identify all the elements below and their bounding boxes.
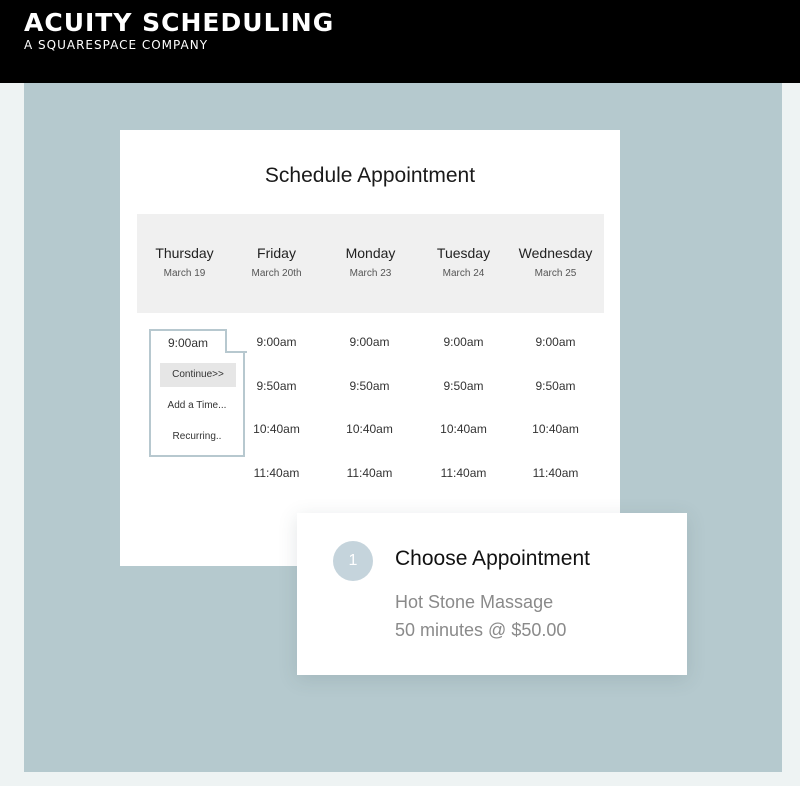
- time-slot[interactable]: 9:00am: [349, 335, 390, 349]
- day-date: March 23: [349, 268, 392, 279]
- time-slot[interactable]: 11:40am: [532, 466, 579, 480]
- schedule-title: Schedule Appointment: [264, 164, 476, 187]
- time-slot[interactable]: 9:00am: [535, 335, 576, 349]
- brand-header: [0, 0, 800, 83]
- summary-title: Choose Appointment: [395, 547, 590, 570]
- day-name: Wednesday: [518, 245, 593, 261]
- continue-button[interactable]: Continue>>: [160, 363, 236, 387]
- day-name: Friday: [257, 245, 296, 261]
- day-date: March 19: [163, 268, 206, 279]
- time-slot[interactable]: 10:40am: [440, 422, 487, 436]
- time-slot[interactable]: 9:00am: [443, 335, 484, 349]
- time-slot[interactable]: 9:50am: [535, 379, 576, 393]
- schedule-card: [120, 130, 620, 566]
- day-date: March 24: [442, 268, 485, 279]
- recurring-link[interactable]: Recurring..: [172, 431, 222, 442]
- time-slot[interactable]: 9:50am: [256, 379, 297, 393]
- time-slot[interactable]: 10:40am: [253, 422, 300, 436]
- add-time-link[interactable]: Add a Time...: [167, 400, 227, 411]
- time-slot[interactable]: 9:00am: [256, 335, 297, 349]
- day-name: Thursday: [155, 245, 214, 261]
- time-slot[interactable]: 11:40am: [253, 466, 300, 480]
- brand-title: ACUITY SCHEDULING: [24, 8, 335, 37]
- service-name: Hot Stone Massage: [395, 592, 554, 612]
- time-slot[interactable]: 11:40am: [346, 466, 393, 480]
- time-slot[interactable]: 11:40am: [440, 466, 487, 480]
- step-number-badge: 1: [333, 541, 373, 581]
- day-name: Tuesday: [436, 245, 491, 261]
- time-slot[interactable]: 9:50am: [349, 379, 390, 393]
- time-slot[interactable]: 10:40am: [532, 422, 579, 436]
- day-date: March 25: [534, 268, 577, 279]
- selected-time-slot[interactable]: 9:00am: [167, 336, 209, 350]
- brand-subtitle: A SQUARESPACE COMPANY: [24, 38, 209, 52]
- day-name: Monday: [345, 245, 396, 261]
- time-slot[interactable]: 9:50am: [443, 379, 484, 393]
- service-duration-price: 50 minutes @ $50.00: [395, 620, 567, 640]
- appointment-summary-card: [297, 513, 687, 675]
- day-date: March 20th: [251, 268, 302, 279]
- days-header: [137, 214, 604, 313]
- time-slot[interactable]: 10:40am: [346, 422, 393, 436]
